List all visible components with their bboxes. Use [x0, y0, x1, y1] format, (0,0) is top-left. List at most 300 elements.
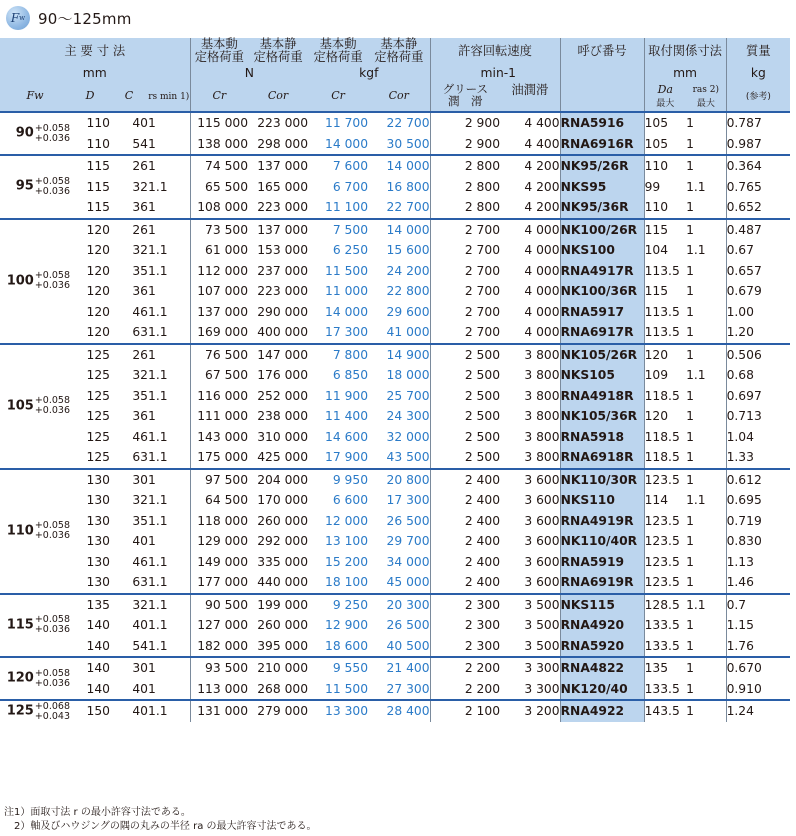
col-cor-kgf: 26 500 [386, 618, 430, 632]
col-da: 128.5 [644, 594, 686, 616]
col-cor-n: 292 000 [257, 534, 309, 548]
col-d: 120 [86, 284, 110, 298]
fw-tolerance [35, 702, 70, 722]
col-cor-kgf: 20 800 [386, 472, 430, 487]
col-da: 123.5 [644, 572, 686, 594]
fw-tolerance-lower: +0.036 [34, 624, 70, 636]
col-rs: 1.1 [148, 554, 168, 569]
col-part-no: NK95/26R [560, 155, 644, 177]
col-da: 120 [644, 344, 686, 366]
col-da: 115 [644, 281, 686, 302]
col-rs: 1.1 [148, 368, 168, 382]
col-mass: 0.697 [726, 386, 790, 407]
header-col-d: D [70, 83, 110, 112]
col-cor-n: 170 000 [257, 493, 309, 507]
col-mass: 0.713 [726, 406, 790, 427]
col-da: 135 [644, 657, 686, 679]
col-cr-kgf: 6 250 [332, 243, 369, 257]
col-grease: 2 900 [430, 112, 500, 134]
col-oil: 3 600 [524, 472, 560, 487]
col-oil: 3 300 [524, 681, 560, 696]
col-grease: 2 500 [430, 406, 500, 427]
col-cor-n: 238 000 [257, 409, 309, 423]
col-mass: 0.487 [726, 219, 790, 241]
col-cor-kgf: 25 700 [386, 388, 430, 403]
col-ras: 1 [686, 284, 694, 298]
col-mass: 1.24 [726, 700, 790, 722]
col-oil: 3 800 [524, 409, 560, 423]
col-ras: 1 [686, 681, 694, 696]
col-d: 125 [86, 450, 110, 464]
fw-tolerance [35, 615, 70, 635]
col-cr-kgf: 15 200 [325, 554, 369, 569]
col-mass: 1.04 [726, 427, 790, 448]
col-grease: 2 200 [430, 679, 500, 701]
col-ras: 1 [686, 409, 694, 423]
col-ras: 1.1 [686, 597, 706, 612]
col-cr-n: 129 000 [190, 531, 248, 552]
table-row [0, 302, 790, 323]
col-cr-kgf: 12 900 [325, 618, 369, 632]
header-col-mass-ref-text: (参考) [745, 92, 771, 102]
table-row [0, 386, 790, 407]
col-mass: 0.670 [726, 657, 790, 679]
col-mass: 0.68 [726, 365, 790, 386]
col-oil: 3 600 [524, 554, 560, 569]
col-cor-n: 223 000 [257, 284, 309, 298]
col-cr-n: 61 000 [190, 240, 248, 261]
col-cor-kgf: 43 500 [386, 450, 430, 464]
col-d: 120 [86, 325, 110, 339]
col-grease: 2 400 [430, 572, 500, 594]
table-row [0, 240, 790, 261]
table-row [0, 531, 790, 552]
col-cr-kgf: 17 900 [325, 450, 369, 464]
col-mass: 1.15 [726, 615, 790, 636]
col-part-no: NK100/26R [560, 219, 644, 241]
group-fw-110 [0, 469, 790, 594]
col-cr-n: 177 000 [190, 572, 248, 594]
col-oil: 3 500 [524, 638, 560, 653]
col-mass: 0.830 [726, 531, 790, 552]
col-c: 32 [132, 493, 148, 507]
col-part-no: RNA5917 [560, 302, 644, 323]
col-cr-kgf: 11 000 [325, 284, 369, 298]
table-row [0, 427, 790, 448]
col-ras: 1 [686, 575, 694, 589]
col-cr-n: 113 000 [190, 679, 248, 701]
col-c: 46 [132, 304, 148, 319]
table-row [0, 219, 790, 241]
col-cor-n: 223 000 [257, 116, 309, 130]
col-cor-n: 279 000 [257, 704, 309, 719]
col-da: 133.5 [644, 679, 686, 701]
col-c: 36 [132, 200, 148, 214]
col-ras: 1 [686, 200, 694, 214]
col-part-no: NKS115 [560, 594, 644, 616]
col-c: 54 [132, 136, 148, 151]
col-rs: 1.1 [148, 179, 168, 194]
col-oil: 4 000 [524, 263, 560, 278]
col-rs: 1 [148, 661, 156, 675]
col-cr-n: 67 500 [190, 365, 248, 386]
col-cor-kgf: 24 300 [386, 409, 430, 423]
col-oil: 4 000 [524, 222, 560, 237]
table-row [0, 679, 790, 701]
col-cor-kgf: 21 400 [386, 661, 430, 675]
col-d: 140 [86, 681, 110, 696]
col-mass: 0.679 [726, 281, 790, 302]
header-part-no-blank2 [560, 83, 644, 112]
col-da: 120 [644, 406, 686, 427]
col-cor-kgf: 22 700 [386, 116, 430, 130]
col-cor-n: 147 000 [257, 347, 309, 362]
col-ras: 1 [686, 704, 694, 719]
header-mount-dims: 取付関係寸法 [644, 38, 726, 64]
col-rs: 1 [148, 284, 156, 298]
col-cor-n: 153 000 [257, 243, 309, 257]
fw-symbol-sub: w [19, 14, 26, 22]
col-cr-kgf: 14 000 [325, 304, 369, 319]
header-col-mass-ref [726, 83, 790, 112]
col-mass: 0.612 [726, 469, 790, 491]
header-load-sta-kgf: 基本静 定格荷重 [368, 38, 430, 64]
col-grease: 2 400 [430, 552, 500, 573]
col-da: 133.5 [644, 615, 686, 636]
header-col-grease: グリース 潤 滑 [430, 83, 500, 112]
fw-value: 125 [6, 703, 34, 719]
bearing-spec-table [0, 38, 790, 722]
col-part-no: RNA5919 [560, 552, 644, 573]
col-d: 115 [86, 179, 110, 194]
col-cor-kgf: 27 300 [386, 681, 430, 696]
table-row [0, 261, 790, 282]
header-col-da [644, 83, 686, 112]
fw-value: 110 [6, 522, 34, 538]
col-oil: 4 200 [524, 159, 560, 173]
page-title-bar [6, 5, 132, 31]
col-mass: 0.67 [726, 240, 790, 261]
table-row [0, 615, 790, 636]
col-c: 46 [132, 554, 148, 569]
col-cor-kgf: 14 000 [386, 159, 430, 173]
group-fw-105 [0, 344, 790, 469]
col-oil: 3 600 [524, 534, 560, 548]
col-cr-n: 118 000 [190, 511, 248, 532]
col-cr-n: 73 500 [190, 219, 248, 241]
col-part-no: NKS105 [560, 365, 644, 386]
table-header [0, 38, 790, 112]
col-da: 114 [644, 490, 686, 511]
col-cr-n: 182 000 [190, 636, 248, 658]
col-cor-n: 400 000 [257, 325, 309, 339]
col-da: 123.5 [644, 552, 686, 573]
table-row [0, 657, 790, 679]
col-cr-n: 149 000 [190, 552, 248, 573]
col-grease: 2 500 [430, 386, 500, 407]
col-c: 26 [132, 159, 148, 173]
col-cr-kgf: 11 400 [325, 409, 369, 423]
col-cor-kgf: 14 900 [386, 347, 430, 362]
col-rs: 1 [148, 534, 156, 548]
col-cr-kgf: 11 700 [325, 116, 369, 130]
col-cr-kgf: 7 600 [332, 159, 369, 173]
header-col-c: C [110, 83, 148, 112]
col-cr-n: 107 000 [190, 281, 248, 302]
col-rs: 1 [148, 222, 156, 237]
col-ras: 1 [686, 347, 694, 362]
col-oil: 4 000 [524, 304, 560, 319]
col-grease: 2 700 [430, 281, 500, 302]
fw-tolerance-lower: +0.043 [34, 710, 70, 722]
header-load-sta-n: 基本静 定格荷重 [248, 38, 308, 64]
col-grease: 2 800 [430, 155, 500, 177]
fw-value: 100 [6, 272, 34, 288]
col-da: 99 [644, 177, 686, 198]
col-mass: 1.46 [726, 572, 790, 594]
fw-tolerance-upper: +0.058 [34, 395, 70, 407]
col-part-no: RNA6916R [560, 134, 644, 156]
col-cr-n: 97 500 [190, 469, 248, 491]
col-d: 115 [86, 200, 110, 214]
col-c: 40 [132, 116, 148, 130]
col-cr-kgf: 6 600 [332, 493, 369, 507]
col-cr-kgf: 6 850 [332, 368, 369, 382]
col-cr-n: 93 500 [190, 657, 248, 679]
col-cor-kgf: 15 600 [386, 243, 430, 257]
col-c: 40 [132, 681, 148, 696]
col-cor-kgf: 16 800 [386, 179, 430, 194]
col-c: 30 [132, 661, 148, 675]
col-ras: 1 [686, 534, 694, 548]
col-oil: 3 800 [524, 368, 560, 382]
col-mass: 0.652 [726, 197, 790, 219]
header-load-dyn-kgf: 基本動 定格荷重 [308, 38, 368, 64]
col-c: 63 [132, 575, 148, 589]
col-oil: 3 800 [524, 450, 560, 464]
table-row [0, 365, 790, 386]
table-row [0, 406, 790, 427]
col-c: 63 [132, 325, 148, 339]
col-cr-kgf: 11 900 [325, 388, 369, 403]
fw-tolerance [35, 271, 70, 291]
col-part-no: RNA4917R [560, 261, 644, 282]
col-oil: 4 000 [524, 325, 560, 339]
col-d: 120 [86, 243, 110, 257]
col-grease: 2 800 [430, 177, 500, 198]
col-cor-kgf: 20 300 [386, 597, 430, 612]
col-d: 125 [86, 347, 110, 362]
header-main-dims-unit: mm [0, 64, 190, 83]
col-ras: 1 [686, 661, 694, 675]
col-cor-n: 310 000 [257, 429, 309, 444]
col-d: 120 [86, 263, 110, 278]
col-cor-n: 237 000 [257, 263, 309, 278]
col-da: 113.5 [644, 302, 686, 323]
col-cr-n: 169 000 [190, 322, 248, 344]
col-rs: 1.1 [148, 618, 168, 632]
col-cor-kgf: 29 700 [386, 534, 430, 548]
fw-value: 115 [6, 617, 34, 633]
col-cor-kgf: 18 000 [386, 368, 430, 382]
col-part-no: NK105/36R [560, 406, 644, 427]
col-ras: 1 [686, 304, 694, 319]
col-c: 32 [132, 597, 148, 612]
col-part-no: NKS95 [560, 177, 644, 198]
table-row [0, 344, 790, 366]
col-part-no: RNA5916 [560, 112, 644, 134]
table-row [0, 197, 790, 219]
col-mass: 0.695 [726, 490, 790, 511]
col-mass: 0.657 [726, 261, 790, 282]
fw-cell [0, 594, 70, 658]
table-row [0, 322, 790, 344]
col-cr-kgf: 14 600 [325, 429, 369, 444]
col-part-no: NKS100 [560, 240, 644, 261]
col-cr-n: 115 000 [190, 112, 248, 134]
table-row [0, 490, 790, 511]
header-speed: 許容回転速度 [430, 38, 560, 64]
header-mass-unit: kg [726, 64, 790, 83]
footnotes [4, 806, 317, 834]
col-oil: 3 600 [524, 575, 560, 589]
col-ras: 1 [686, 638, 694, 653]
fw-tolerance-lower: +0.036 [34, 280, 70, 292]
col-part-no: NK100/36R [560, 281, 644, 302]
header-part-no: 呼び番号 [560, 38, 644, 64]
col-cr-n: 138 000 [190, 134, 248, 156]
col-cor-n: 204 000 [257, 472, 309, 487]
col-mass: 0.787 [726, 112, 790, 134]
header-unit-kgf: kgf [308, 64, 430, 83]
col-c: 54 [132, 638, 148, 653]
col-c: 30 [132, 472, 148, 487]
header-speed-unit: min-1 [430, 64, 560, 83]
col-da: 143.5 [644, 700, 686, 722]
col-rs: 1 [148, 116, 156, 130]
fw-tolerance-lower: +0.036 [34, 530, 70, 542]
col-d: 125 [86, 409, 110, 423]
col-cor-n: 210 000 [257, 661, 309, 675]
col-d: 130 [86, 493, 110, 507]
footnote-2: 2）軸及びハウジングの隅の丸みの半径 ra の最大許容寸法である。 [4, 821, 317, 832]
group-fw-115 [0, 594, 790, 658]
header-col-cr-kgf: Cr [308, 83, 368, 112]
fw-value: 95 [15, 178, 34, 194]
table-row [0, 281, 790, 302]
col-part-no: RNA6918R [560, 447, 644, 469]
col-mass: 1.76 [726, 636, 790, 658]
col-rs: 1 [148, 472, 156, 487]
fw-cell [0, 112, 70, 155]
col-mass: 1.33 [726, 447, 790, 469]
col-cr-kgf: 6 700 [332, 179, 369, 194]
col-cr-n: 90 500 [190, 594, 248, 616]
col-d: 130 [86, 472, 110, 487]
fw-tolerance [35, 177, 70, 197]
table-row [0, 134, 790, 156]
col-cor-kgf: 29 600 [386, 304, 430, 319]
col-ras: 1.1 [686, 243, 706, 257]
header-col-da-sub: 最大 [656, 99, 675, 109]
col-cor-kgf: 24 200 [386, 263, 430, 278]
col-mass: 0.719 [726, 511, 790, 532]
col-rs: 1.1 [148, 704, 168, 719]
col-c: 32 [132, 243, 148, 257]
col-oil: 3 600 [524, 513, 560, 528]
fw-cell [0, 657, 70, 700]
col-grease: 2 700 [430, 240, 500, 261]
col-cor-kgf: 40 500 [386, 638, 430, 653]
header-load-dyn-n: 基本動 定格荷重 [190, 38, 248, 64]
col-cor-n: 223 000 [257, 200, 309, 214]
fw-tolerance-upper: +0.058 [34, 667, 70, 679]
col-cr-kgf: 11 100 [325, 200, 369, 214]
col-rs: 1.1 [148, 450, 168, 464]
fw-tolerance-upper: +0.068 [34, 700, 70, 712]
header-col-rs [148, 83, 190, 112]
col-ras: 1 [686, 554, 694, 569]
col-rs: 1.1 [148, 243, 168, 257]
col-d: 130 [86, 534, 110, 548]
col-cr-kgf: 18 600 [325, 638, 369, 653]
col-da: 105 [644, 112, 686, 134]
col-cor-n: 268 000 [257, 681, 309, 696]
col-rs: 1 [148, 347, 156, 362]
col-grease: 2 400 [430, 531, 500, 552]
col-cor-kgf: 45 000 [386, 575, 430, 589]
col-da: 123.5 [644, 531, 686, 552]
col-ras: 1 [686, 450, 694, 464]
fw-cell [0, 219, 70, 344]
col-cr-kgf: 9 950 [332, 472, 369, 487]
col-oil: 3 300 [524, 661, 560, 675]
col-cr-n: 65 500 [190, 177, 248, 198]
col-c: 35 [132, 513, 148, 528]
fw-tolerance [35, 669, 70, 689]
col-oil: 4 200 [524, 200, 560, 214]
col-oil: 4 400 [524, 116, 560, 130]
col-cor-kgf: 28 400 [386, 704, 430, 719]
col-grease: 2 500 [430, 344, 500, 366]
col-d: 135 [86, 597, 110, 612]
fw-value: 90 [15, 125, 34, 141]
col-da: 110 [644, 155, 686, 177]
col-cr-kgf: 14 000 [325, 136, 369, 151]
col-oil: 4 400 [524, 136, 560, 151]
col-cr-kgf: 13 300 [325, 704, 369, 719]
col-cr-kgf: 7 800 [332, 347, 369, 362]
col-cr-n: 127 000 [190, 615, 248, 636]
col-cor-n: 425 000 [257, 450, 309, 464]
col-part-no: NK120/40 [560, 679, 644, 701]
col-grease: 2 700 [430, 219, 500, 241]
col-d: 110 [86, 136, 110, 151]
col-mass: 0.910 [726, 679, 790, 701]
col-cor-n: 176 000 [257, 368, 309, 382]
col-da: 115 [644, 219, 686, 241]
col-c: 35 [132, 388, 148, 403]
col-c: 32 [132, 368, 148, 382]
col-rs: 1.1 [148, 575, 168, 589]
fw-tolerance [35, 396, 70, 416]
col-oil: 4 000 [524, 243, 560, 257]
col-oil: 3 500 [524, 618, 560, 632]
header-col-rs-text: rs min 1) [148, 92, 190, 102]
col-grease: 2 700 [430, 261, 500, 282]
col-da: 113.5 [644, 261, 686, 282]
col-d: 130 [86, 554, 110, 569]
